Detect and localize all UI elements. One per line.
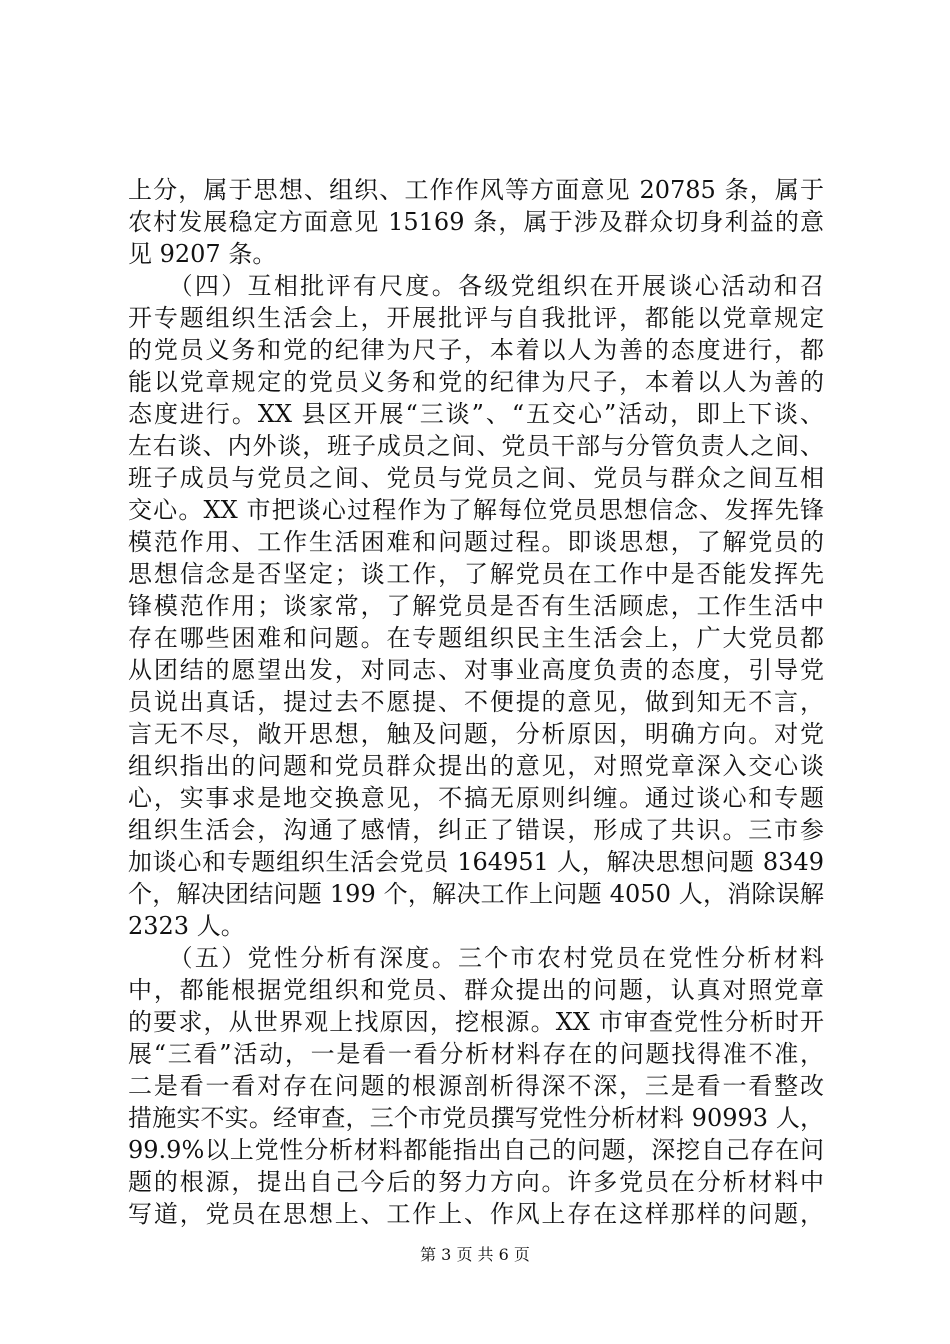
text-line: 题的根源，提出自己今后的努力方向。许多党员在分析材料中 [128, 1168, 824, 1196]
text-line: 开专题组织生活会上，开展批评与自我批评，都能以党章规定 [128, 304, 824, 332]
text-line: （五）党性分析有深度。三个市农村党员在党性分析材料 [128, 944, 824, 972]
text-line: 左右谈、内外谈，班子成员之间、党员干部与分管负责人之间、 [128, 432, 824, 460]
text-line: 从团结的愿望出发，对同志、对事业高度负责的态度，引导党 [128, 656, 824, 684]
text-line: 的要求，从世界观上找原因，挖根源。XX 市审查党性分析时开 [128, 1008, 824, 1036]
text-line: 见 9207 条。 [128, 240, 277, 268]
text-line: 组织指出的问题和党员群众提出的意见，对照党章深入交心谈 [128, 752, 824, 780]
text-line: 组织生活会，沟通了感情，纠正了错误，形成了共识。三市参 [128, 816, 824, 844]
text-line: 农村发展稳定方面意见 15169 条，属于涉及群众切身利益的意 [128, 208, 824, 236]
text-line: 个，解决团结问题 199 个，解决工作上问题 4050 人，消除误解 [128, 880, 824, 908]
page-number-footer: 第 3 页 共 6 页 [420, 1245, 530, 1264]
text-line: 存在哪些困难和问题。在专题组织民主生活会上，广大党员都 [128, 624, 824, 652]
body-text [128, 174, 824, 1230]
text-line: （四）互相批评有尺度。各级党组织在开展谈心活动和召 [128, 272, 824, 300]
text-line: 思想信念是否坚定；谈工作，了解党员在工作中是否能发挥先 [128, 560, 824, 588]
text-line: 展“三看”活动，一是看一看分析材料存在的问题找得准不准， [128, 1040, 824, 1068]
text-line: 言无不尽，敞开思想，触及问题，分析原因，明确方向。对党 [128, 720, 824, 748]
text-line: 态度进行。XX 县区开展“三谈”、“五交心”活动，即上下谈、 [128, 400, 824, 428]
text-line: 心，实事求是地交换意见，不搞无原则纠缠。通过谈心和专题 [128, 784, 824, 812]
text-line: 写道，党员在思想上、工作上、作风上存在这样那样的问题， [128, 1200, 824, 1228]
text-line: 模范作用、工作生活困难和问题过程。即谈思想，了解党员的 [128, 528, 824, 556]
text-line: 交心。XX 市把谈心过程作为了解每位党员思想信念、发挥先锋 [128, 496, 824, 524]
text-line: 2323 人。 [128, 912, 245, 940]
text-line: 的党员义务和党的纪律为尺子，本着以人为善的态度进行，都 [128, 336, 824, 364]
text-line: 中，都能根据党组织和党员、群众提出的问题，认真对照党章 [128, 976, 824, 1004]
text-line: 99.9%以上党性分析材料都能指出自己的问题，深挖自己存在问 [128, 1136, 824, 1164]
text-line: 上分，属于思想、组织、工作作风等方面意见 20785 条，属于 [128, 176, 824, 204]
text-line: 措施实不实。经审查，三个市党员撰写党性分析材料 90993 人， [128, 1104, 824, 1132]
text-line: 员说出真话，提过去不愿提、不便提的意见，做到知无不言， [128, 688, 824, 716]
text-line: 班子成员与党员之间、党员与党员之间、党员与群众之间互相 [128, 464, 824, 492]
text-line: 加谈心和专题组织生活会党员 164951 人，解决思想问题 8349 [128, 848, 824, 876]
text-line: 锋模范作用；谈家常，了解党员是否有生活顾虑，工作生活中 [128, 592, 824, 620]
text-line: 二是看一看对存在问题的根源剖析得深不深，三是看一看整改 [128, 1072, 824, 1100]
text-line: 能以党章规定的党员义务和党的纪律为尺子，本着以人为善的 [128, 368, 824, 396]
